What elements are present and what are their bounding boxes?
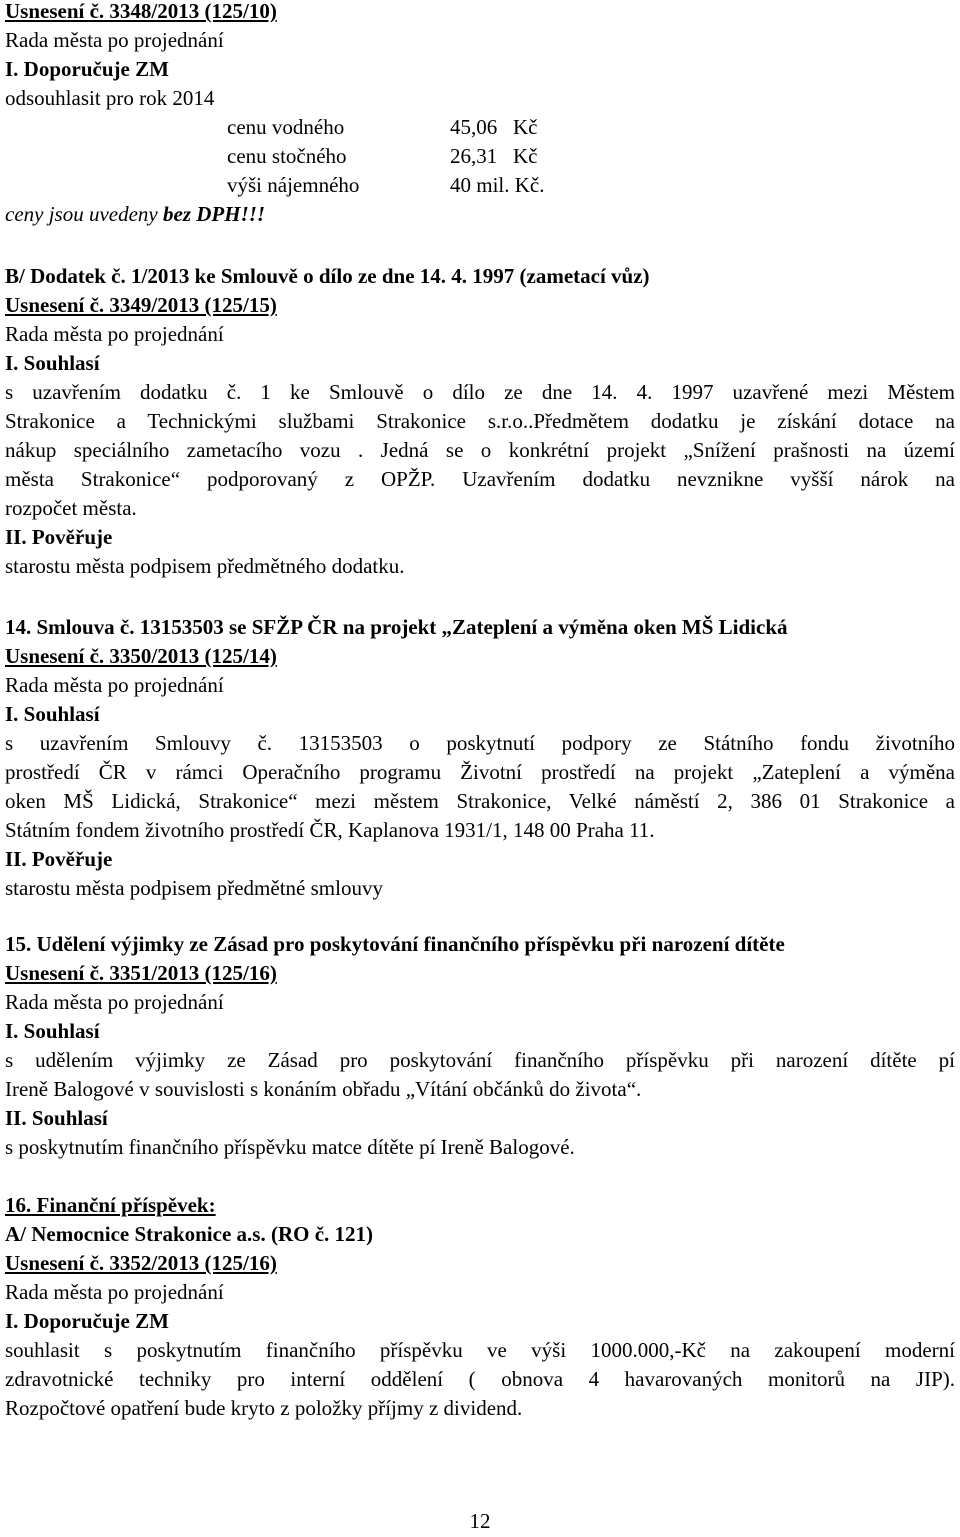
resolution-text-line: s udělením výjimky ze Zásad pro poskytování finančního příspěvku při narození dítěte pí: [5, 1048, 955, 1072]
resolution-text-line: nákup speciálního zametacího vozu . Jedná se o konkrétní projekt „Snížení prašnosti na území: [5, 438, 955, 462]
vat-note-emphasis: bez DPH!!!: [163, 202, 266, 226]
resolution-text-line: Státním fondem životního prostředí ČR, Kaplanova 1931/1, 148 00 Praha 11.: [5, 818, 655, 842]
resolution-text: starostu města podpisem předmětného dodatku.: [5, 554, 405, 578]
price-label: cenu stočného: [227, 144, 347, 168]
resolution-text: odsouhlasit pro rok 2014: [5, 86, 215, 110]
price-value: 26,31 Kč: [450, 144, 538, 168]
page-number: 12: [469, 1509, 491, 1533]
section-title: B/ Dodatek č. 1/2013 ke Smlouvě o dílo ze dne 14. 4. 1997 (zametací vůz): [5, 264, 650, 288]
council-statement: Rada města po projednání: [5, 322, 224, 346]
section-title-text: 16. Finanční příspěvek:: [5, 1193, 216, 1217]
resolution-text-line: oken MŠ Lidická, Strakonice“ mezi městem Strakonice, Velké náměstí 2, 386 01 Strakonice a: [5, 789, 955, 813]
resolution-text: s poskytnutím finančního příspěvku matce dítěte pí Ireně Balogové.: [5, 1135, 575, 1159]
resolution-heading: II. Souhlasí: [5, 1106, 108, 1130]
resolution-number: Usnesení č. 3349/2013 (125/15): [5, 293, 277, 317]
resolution-text-line: rozpočet města.: [5, 496, 137, 520]
resolution-number: Usnesení č. 3352/2013 (125/16): [5, 1251, 277, 1275]
resolution-text-line: Ireně Balogové v souvislosti s konáním obřadu „Vítání občánků do života“.: [5, 1077, 642, 1101]
council-statement: Rada města po projednání: [5, 673, 224, 697]
resolution-number: Usnesení č. 3350/2013 (125/14): [5, 644, 277, 668]
resolution-number: Usnesení č. 3348/2013 (125/10): [5, 0, 277, 23]
section-title: 14. Smlouva č. 13153503 se SFŽP ČR na projekt „Zateplení a výměna oken MŠ Lidická: [5, 615, 788, 639]
resolution-text-line: zdravotnické techniky pro interní oddělení ( obnova 4 havarovaných monitorů na JIP).: [5, 1367, 955, 1391]
section-subtitle: A/ Nemocnice Strakonice a.s. (RO č. 121): [5, 1222, 374, 1246]
resolution-text-line: s uzavřením dodatku č. 1 ke Smlouvě o dílo ze dne 14. 4. 1997 uzavřené mezi Městem: [5, 380, 955, 404]
price-value: 45,06 Kč: [450, 115, 538, 139]
price-label: cenu vodného: [227, 115, 345, 139]
resolution-heading: I. Doporučuje ZM: [5, 57, 169, 81]
resolution-text-line: města Strakonice“ podporovaný z OPŽP. Uzavřením dodatku nevznikne vyšší nárok na: [5, 467, 955, 491]
resolution-heading: I. Souhlasí: [5, 702, 100, 726]
price-value: 40 mil. Kč.: [450, 173, 545, 197]
council-statement: Rada města po projednání: [5, 990, 224, 1014]
vat-note-text: ceny jsou uvedeny: [5, 202, 164, 226]
resolution-heading: I. Souhlasí: [5, 351, 100, 375]
resolution-text: starostu města podpisem předmětné smlouvy: [5, 876, 383, 900]
section-title: [5, 1191, 216, 1220]
resolution-text-line: Rozpočtové opatření bude kryto z položky příjmy z dividend.: [5, 1396, 523, 1420]
resolution-heading: I. Souhlasí: [5, 1019, 100, 1043]
council-statement: Rada města po projednání: [5, 1280, 224, 1304]
resolution-heading: II. Pověřuje: [5, 525, 113, 549]
council-statement: Rada města po projednání: [5, 28, 224, 52]
resolution-number: Usnesení č. 3351/2013 (125/16): [5, 961, 277, 985]
section-title: 15. Udělení výjimky ze Zásad pro poskytování finančního příspěvku při narození dítěte: [5, 932, 785, 956]
resolution-text-line: Strakonice a Technickými službami Strakonice s.r.o..Předmětem dodatku je získání dotace na: [5, 409, 955, 433]
resolution-heading: II. Pověřuje: [5, 847, 113, 871]
resolution-text-line: prostředí ČR v rámci Operačního programu Životní prostředí na projekt „Zateplení a výměna: [5, 760, 955, 784]
resolution-text-line: souhlasit s poskytnutím finančního příspěvku ve výši 1000.000,-Kč na zakoupení moderní: [5, 1338, 955, 1362]
resolution-heading: I. Doporučuje ZM: [5, 1309, 169, 1333]
price-label: výši nájemného: [227, 173, 360, 197]
resolution-text-line: s uzavřením Smlouvy č. 13153503 o poskytnutí podpory ze Státního fondu životního: [5, 731, 955, 755]
vat-note: [5, 200, 265, 229]
